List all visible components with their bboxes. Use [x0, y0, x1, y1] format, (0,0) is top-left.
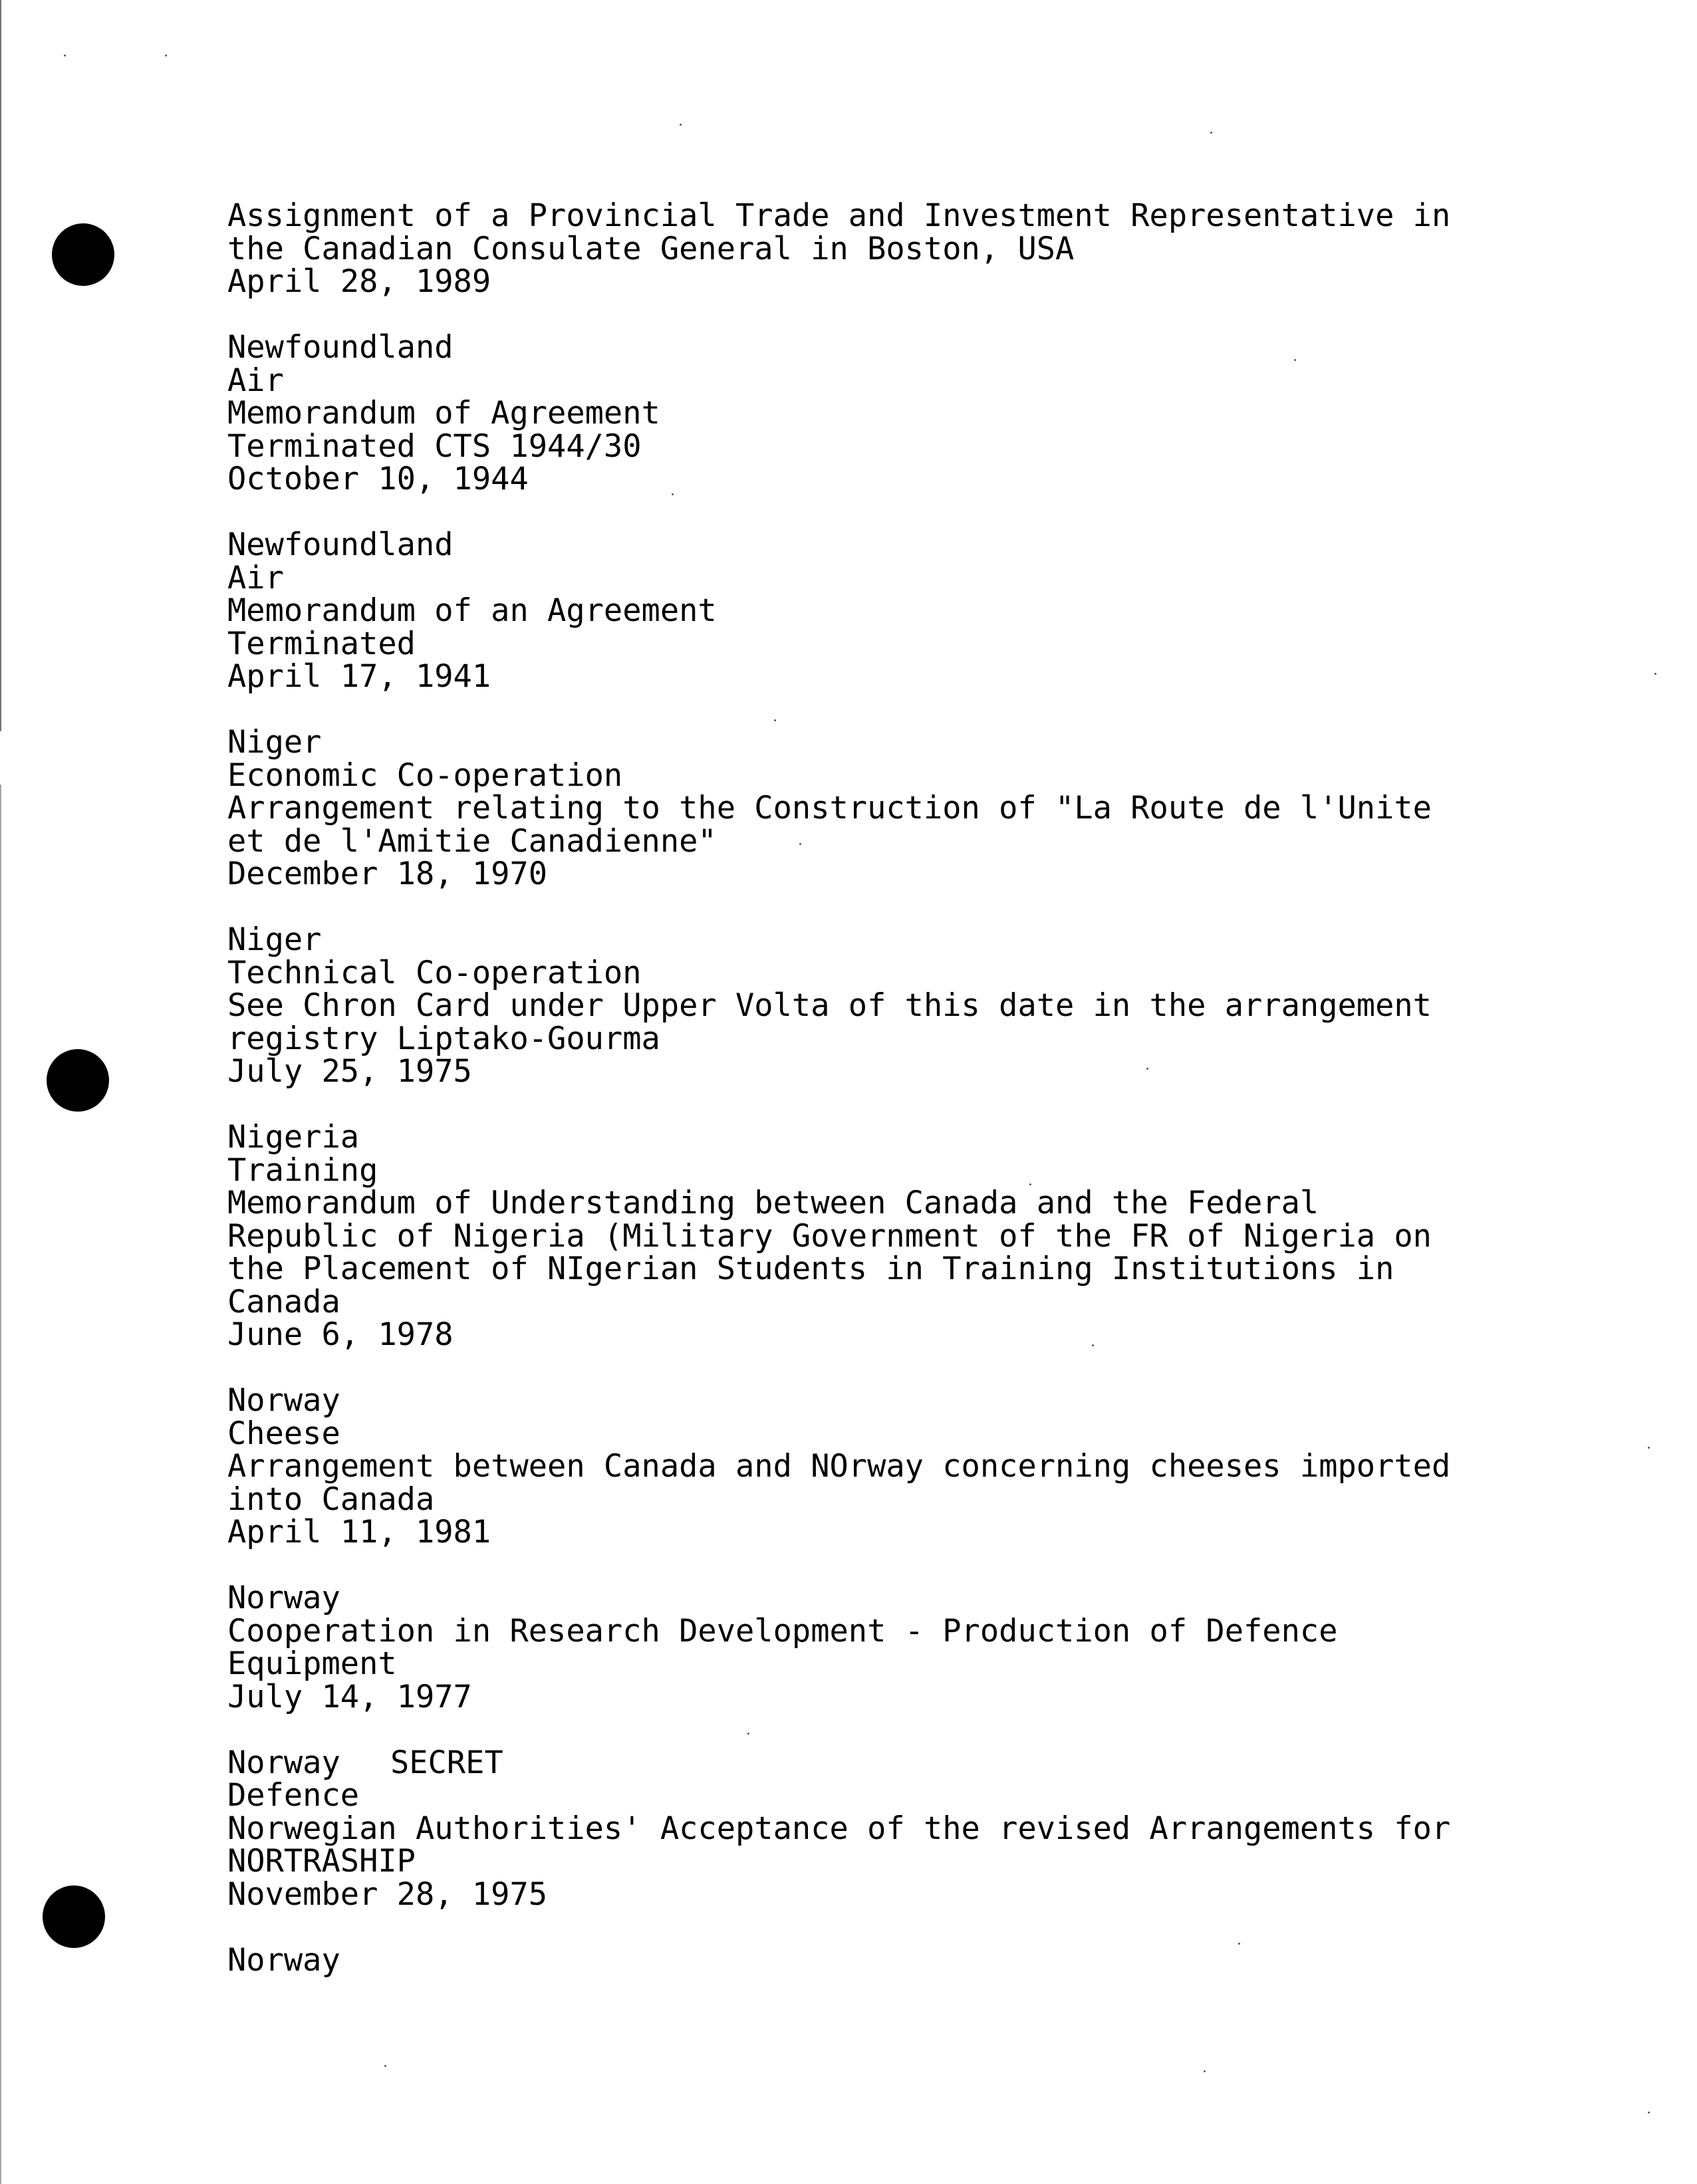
entry-subject: Air	[227, 362, 284, 399]
entry-country: Norway	[227, 1580, 340, 1616]
scan-speck	[1204, 2070, 1206, 2072]
entry-title-line: Equipment	[227, 1645, 397, 1682]
list-entry	[227, 331, 1557, 496]
list-entry	[227, 1384, 1557, 1549]
entry-country: Norway	[227, 1941, 340, 1979]
entry-title-line: Assignment of a Provincial Trade and Investment Representative in	[227, 197, 1451, 234]
entry-title-line: et de l'Amitie Canadienne"	[227, 822, 717, 860]
entry-title-line: Arrangement between Canada and NOrway concerning cheeses imported	[227, 1448, 1451, 1485]
scan-edge-line	[0, 0, 1, 731]
binder-hole	[43, 1885, 105, 1948]
entry-title-line: Republic of Nigeria (Military Government of the FR of Nigeria on	[227, 1217, 1432, 1255]
entry-subject: Cheese	[227, 1415, 340, 1452]
entry-status: Terminated	[227, 625, 416, 662]
scan-speck	[1654, 673, 1656, 675]
list-entry	[227, 1582, 1557, 1713]
entry-country: Newfoundland	[227, 527, 454, 563]
scan-speck	[165, 55, 167, 57]
entry-country: Niger	[227, 921, 322, 958]
list-entry	[227, 1941, 1557, 1979]
list-entry	[227, 923, 1557, 1088]
entry-country: Niger	[227, 724, 322, 761]
entry-date: October 10, 1944	[227, 461, 529, 497]
scan-speck	[384, 2065, 386, 2067]
treaty-index-list	[227, 199, 1557, 2010]
scan-speck	[64, 55, 66, 57]
list-entry	[227, 529, 1557, 693]
scan-speck	[1648, 1447, 1650, 1449]
scan-speck	[1210, 132, 1212, 134]
entry-title-line: Canada	[227, 1283, 340, 1320]
entry-title-line: the Placement of NIgerian Students in Training Institutions in	[227, 1251, 1394, 1287]
entry-country: Norway	[227, 1382, 340, 1419]
entry-subject: Economic Co-operation	[227, 757, 623, 794]
binder-hole	[52, 223, 114, 286]
entry-date: December 18, 1970	[227, 856, 548, 892]
entry-country-line	[227, 1744, 1557, 1781]
list-entry	[227, 1744, 1557, 1913]
entry-status: Terminated CTS 1944/30	[227, 427, 642, 465]
entry-subject: Air	[227, 559, 284, 596]
entry-date: July 25, 1975	[227, 1053, 472, 1090]
entry-title-line: Memorandum of Agreement	[227, 395, 660, 431]
entry-title-line: Arrangement relating to the Construction of "La Route de l'Unite	[227, 790, 1432, 826]
entry-title-line: the Canadian Consulate General in Boston, USA	[227, 230, 1075, 267]
entry-date: April 11, 1981	[227, 1514, 491, 1550]
entry-subject: Defence	[227, 1777, 360, 1814]
entry-title-line: Cooperation in Research Development - Production of Defence	[227, 1612, 1338, 1649]
entry-title-line: NORTRASHIP	[227, 1843, 416, 1880]
entry-date: November 28, 1975	[227, 1876, 548, 1913]
entry-title-line: Memorandum of an Agreement	[227, 592, 717, 629]
entry-title-line: See Chron Card under Upper Volta of this date in the arrangement	[227, 987, 1432, 1024]
entry-title-line: Memorandum of Understanding between Canada and the Federal	[227, 1185, 1319, 1221]
list-entry	[227, 199, 1557, 299]
binder-hole	[47, 1049, 109, 1112]
entry-title-line: Norwegian Authorities' Acceptance of the revised Arrangements for	[227, 1810, 1451, 1847]
entry-date: June 6, 1978	[227, 1316, 454, 1353]
entry-country: Nigeria	[227, 1119, 360, 1155]
scan-speck	[1648, 2112, 1650, 2114]
scan-speck	[680, 124, 682, 126]
entry-date: July 14, 1977	[227, 1678, 472, 1715]
entry-date: April 17, 1941	[227, 658, 491, 695]
entry-subject: Training	[227, 1152, 378, 1189]
list-entry	[227, 1121, 1557, 1352]
list-entry	[227, 726, 1557, 891]
entry-subject: Technical Co-operation	[227, 954, 642, 991]
entry-country: Newfoundland	[227, 329, 454, 366]
entry-date: April 28, 1989	[227, 263, 491, 300]
entry-country: Norway	[227, 1744, 340, 1781]
scan-edge-line	[0, 785, 1, 2184]
entry-title-line: registry Liptako-Gourma	[227, 1020, 660, 1057]
classification-label: SECRET	[390, 1744, 503, 1781]
entry-title-line: into Canada	[227, 1481, 435, 1518]
